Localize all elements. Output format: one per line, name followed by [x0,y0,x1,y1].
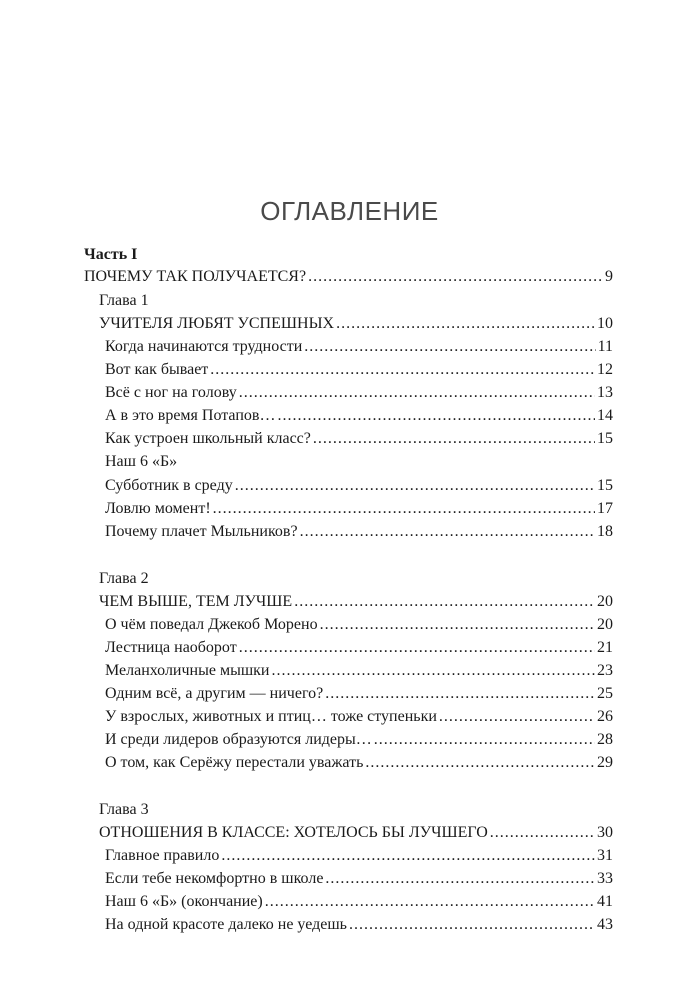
entry-page: 14 [597,407,613,424]
part-label: Часть I [84,246,138,263]
chapter-3-label: Глава 3 [99,801,149,818]
toc-entry-part-title[interactable] [84,266,613,288]
entry-page: 20 [597,616,613,633]
toc-entry[interactable] [105,868,613,890]
leader-dots [374,729,595,751]
leader-dots [213,498,595,520]
leader-dots [294,591,595,613]
toc-entry[interactable] [105,336,613,358]
leader-dots [349,914,595,936]
leader-dots [265,891,595,913]
entry-page: 9 [605,268,613,285]
entry-text: Если тебе некомфортно в школе [105,870,324,887]
entry-text: Меланхоличные мышки [105,662,270,679]
toc-entry[interactable] [105,660,613,682]
leader-dots [325,683,595,705]
leader-dots [271,660,595,682]
entry-page: 15 [597,430,613,447]
toc-entry[interactable] [105,498,613,520]
entry-text: На одной красоте далеко не уедешь [105,916,347,933]
entry-text: Вот как бывает [105,361,209,378]
toc-entry[interactable] [105,891,613,913]
entry-page: 43 [597,916,613,933]
entry-text: ОТНОШЕНИЯ В КЛАССЕ: ХОТЕЛОСЬ БЫ ЛУЧШЕГО [99,824,488,841]
entry-text: И среди лидеров образуются лидеры… [105,731,372,748]
toc-entry-chapter-1-title[interactable] [99,313,613,335]
leader-dots [336,313,595,335]
entry-page: 25 [597,685,613,702]
entry-text: Когда начинаются трудности [105,338,303,355]
entry-text: А в это время Потапов… [105,407,276,424]
toc-entry[interactable] [105,475,613,497]
entry-page: 11 [597,338,613,355]
entry-text: ПОЧЕМУ ТАК ПОЛУЧАЕТСЯ? [84,268,307,285]
leader-dots [239,637,595,659]
toc-entry[interactable] [105,637,613,659]
toc-entry-chapter-2-title[interactable] [99,591,613,613]
entry-page: 17 [597,500,613,517]
entry-text: Всё с ног на голову [105,384,237,401]
leader-dots [304,336,595,358]
leader-dots [365,752,595,774]
toc-subheading: Наш 6 «Б» [105,453,178,470]
entry-page: 41 [597,893,613,910]
entry-text: О чём поведал Джекоб Морено [105,616,318,633]
leader-dots [221,845,595,867]
entry-page: 18 [597,523,613,540]
entry-page: 26 [597,708,613,725]
entry-page: 30 [597,824,613,841]
leader-dots [235,475,595,497]
entry-text: Почему плачет Мыльников? [105,523,298,540]
leader-dots [277,405,595,427]
entry-text: У взрослых, животных и птиц… тоже ступеньки [105,708,437,725]
toc-entry[interactable] [105,428,613,450]
toc-entry[interactable] [105,729,613,751]
entry-text: Субботник в среду [105,477,233,494]
toc-entry[interactable] [105,914,613,936]
entry-page: 20 [597,593,613,610]
entry-page: 12 [597,361,613,378]
toc-entry[interactable] [105,845,613,867]
entry-page: 29 [597,754,613,771]
entry-text: О том, как Серёжу перестали уважать [105,754,364,771]
leader-dots [320,614,595,636]
toc-entry[interactable] [105,382,613,404]
leader-dots [300,521,595,543]
toc-entry[interactable] [105,614,613,636]
leader-dots [308,266,603,288]
entry-page: 28 [597,731,613,748]
entry-page: 31 [597,847,613,864]
entry-page: 21 [597,639,613,656]
entry-text: Одним всё, а другим — ничего? [105,685,324,702]
leader-dots [439,706,595,728]
page-title: ОГЛАВЛЕНИЕ [260,196,439,226]
entry-page: 10 [597,315,613,332]
entry-text: ЧЕМ ВЫШЕ, ТЕМ ЛУЧШЕ [99,593,293,610]
toc-entry-chapter-3-title[interactable] [99,822,613,844]
toc-entry[interactable] [105,359,613,381]
chapter-2-label: Глава 2 [99,570,149,587]
leader-dots [325,868,595,890]
leader-dots [490,822,595,844]
toc-entry[interactable] [105,683,613,705]
entry-text: Наш 6 «Б» (окончание) [105,893,263,910]
chapter-1-label: Глава 1 [99,292,149,309]
entry-text: Как устроен школьный класс? [105,430,311,447]
entry-page: 15 [597,477,613,494]
entry-text: Лестница наоборот [105,639,237,656]
toc-entry[interactable] [105,706,613,728]
entry-text: Ловлю момент! [105,500,211,517]
toc-entry[interactable] [105,752,613,774]
entry-page: 23 [597,662,613,679]
entry-text: Главное правило [105,847,220,864]
leader-dots [239,382,595,404]
entry-text: УЧИТЕЛЯ ЛЮБЯТ УСПЕШНЫХ [99,315,335,332]
toc-entry[interactable] [105,405,613,427]
entry-page: 33 [597,870,613,887]
leader-dots [210,359,595,381]
toc-entry[interactable] [105,521,613,543]
entry-page: 13 [597,384,613,401]
leader-dots [313,428,595,450]
